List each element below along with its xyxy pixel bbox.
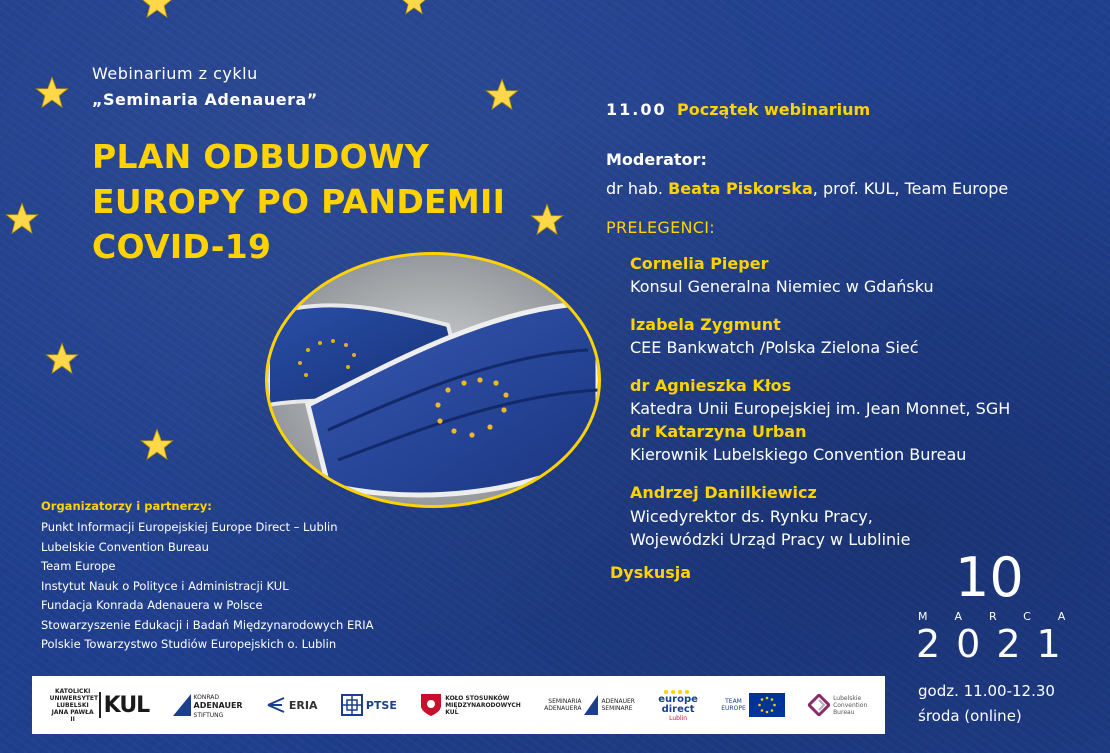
star-icon [45, 342, 79, 376]
eria-logo [266, 695, 318, 715]
star-icon [35, 76, 69, 110]
speaker-name: Andrzej Danilkiewicz [630, 483, 817, 502]
speaker-name: Izabela Zygmunt [630, 315, 781, 334]
europe-direct-line: direct [661, 703, 695, 715]
seminaria-logo-text [544, 698, 581, 712]
speaker-role: CEE Bankwatch /Polska Zielona Sieć [630, 338, 919, 357]
kas-logo-text [194, 692, 243, 719]
kas-line: KONRAD [193, 693, 219, 701]
lcb-logo [808, 694, 867, 716]
eu-mask-photo [265, 252, 601, 508]
organizers-title: Organizatorzy i partnerzy: [41, 499, 212, 513]
star-icon [400, 0, 428, 16]
eu-flag-icon [749, 693, 785, 717]
kul-logo-text: KATOLICKI UNIWERSYTET LUBELSKI JANA PAWŁA II [49, 687, 99, 723]
lcb-logo-text [833, 695, 867, 716]
speaker-role: Konsul Generalna Niemiec w Gdańsku [630, 277, 934, 296]
organizer-item: Stowarzyszenie Edukacji i Badań Międzynarodowych ERIA [41, 617, 374, 632]
team-europe-line: TEAM [725, 698, 742, 705]
kolo-line: KUL [445, 708, 459, 716]
poster-title [92, 134, 505, 269]
star-icon [140, 0, 174, 20]
speaker-role: Wojewódzki Urząd Pracy w Lublinie [630, 530, 911, 549]
kas-line: STIFTUNG [193, 711, 224, 719]
organizer-item: Polskie Towarzystwo Studiów Europejskich o. Lublin [41, 637, 337, 651]
lcb-line: Lubelskie [833, 694, 862, 702]
team-europe-line: EUROPE [721, 705, 746, 712]
kul-logo [50, 688, 150, 723]
organizer-item: Instytut Nauk o Polityce i Administracji KUL [41, 578, 289, 593]
lcb-line: Bureau [833, 708, 855, 716]
star-icon [5, 202, 39, 236]
star-icon [530, 203, 564, 237]
organizers-list [41, 518, 374, 655]
europe-direct-line: europe [658, 693, 698, 705]
start-time: 11.00 [606, 100, 667, 119]
event-month: MARCA [918, 610, 1093, 623]
moderator-affiliation: , prof. KUL, Team Europe [812, 179, 1009, 198]
title-line: PLAN ODBUDOWY [92, 137, 429, 176]
speaker-role: Kierownik Lubelskiego Convention Bureau [630, 445, 967, 464]
discussion-label: Dyskusja [610, 563, 692, 582]
star-icon [140, 428, 174, 462]
kul-logo-mark: KUL [103, 692, 150, 718]
moderator-name: Beata Piskorska [668, 179, 813, 198]
title-line: COVID-19 [92, 227, 272, 266]
seminaria-logo-text [601, 698, 634, 712]
eria-mark-icon [266, 695, 286, 715]
ptse-logo-text: PTSE [365, 698, 397, 712]
event-day: 10 [955, 546, 1024, 609]
event-year: 2021 [916, 622, 1077, 666]
event-hours: godz. 11.00-12.30 [918, 682, 1055, 700]
organizer-item: Team Europe [41, 559, 116, 573]
team-europe-text [721, 698, 745, 712]
kolo-logo-text [445, 695, 521, 716]
kas-mark-icon [173, 694, 191, 716]
seminaria-line: ADENAUERA [544, 705, 582, 712]
start-label: Początek webinarium [677, 100, 871, 119]
seminaria-mark-icon [584, 695, 598, 715]
speaker-role: Katedra Unii Europejskiej im. Jean Monnet, SGH [630, 399, 1011, 418]
moderator-prefix: dr hab. [606, 179, 664, 198]
title-line: EUROPY PO PANDEMII [92, 182, 506, 221]
seminaria-line: ADENAUER [601, 698, 635, 705]
kolo-line: KOŁO STOSUNKÓW [445, 694, 510, 702]
europe-direct-line: Lublin [669, 714, 688, 722]
speaker-name: dr Katarzyna Urban [630, 422, 807, 441]
speakers-label: PRELEGENCI: [606, 218, 715, 237]
lcb-mark-icon [808, 694, 830, 716]
organizer-item: Punkt Informacji Europejskiej Europe Direct – Lublin [41, 520, 338, 534]
series-line: Webinarium z cyklu [92, 64, 258, 83]
event-weekday: środa (online) [918, 707, 1022, 725]
eria-logo-text: ERIA [288, 698, 318, 712]
moderator-line [606, 179, 1008, 198]
moderator-label: Moderator: [606, 150, 707, 169]
kolo-logo [420, 693, 521, 717]
star-icon [485, 78, 519, 112]
series-name: „Seminaria Adenauera” [92, 90, 318, 109]
team-europe-logo [721, 693, 784, 717]
organizer-item: Lubelskie Convention Bureau [41, 539, 209, 554]
speaker-name: dr Agnieszka Kłos [630, 376, 792, 395]
partner-logos-strip [32, 676, 885, 734]
europe-direct-logo [658, 689, 698, 722]
kas-line: ADENAUER [193, 700, 243, 710]
seminaria-line: SEMINARE [601, 705, 633, 712]
speaker-role: Wicedyrektor ds. Rynku Pracy, [630, 507, 873, 526]
kas-logo [173, 692, 243, 719]
seminaria-logo [544, 695, 635, 715]
ptse-mark-icon [341, 694, 363, 716]
lcb-line: Convention [833, 701, 868, 709]
organizer-item: Fundacja Konrada Adenauera w Polsce [41, 598, 263, 612]
speaker-name: Cornelia Pieper [630, 254, 769, 273]
kolo-shield-icon [420, 693, 442, 717]
seminaria-line: SEMINARIA [548, 698, 582, 705]
ptse-logo [341, 694, 397, 716]
kolo-line: MIĘDZYNARODOWYCH [445, 701, 521, 709]
divider [99, 692, 101, 718]
